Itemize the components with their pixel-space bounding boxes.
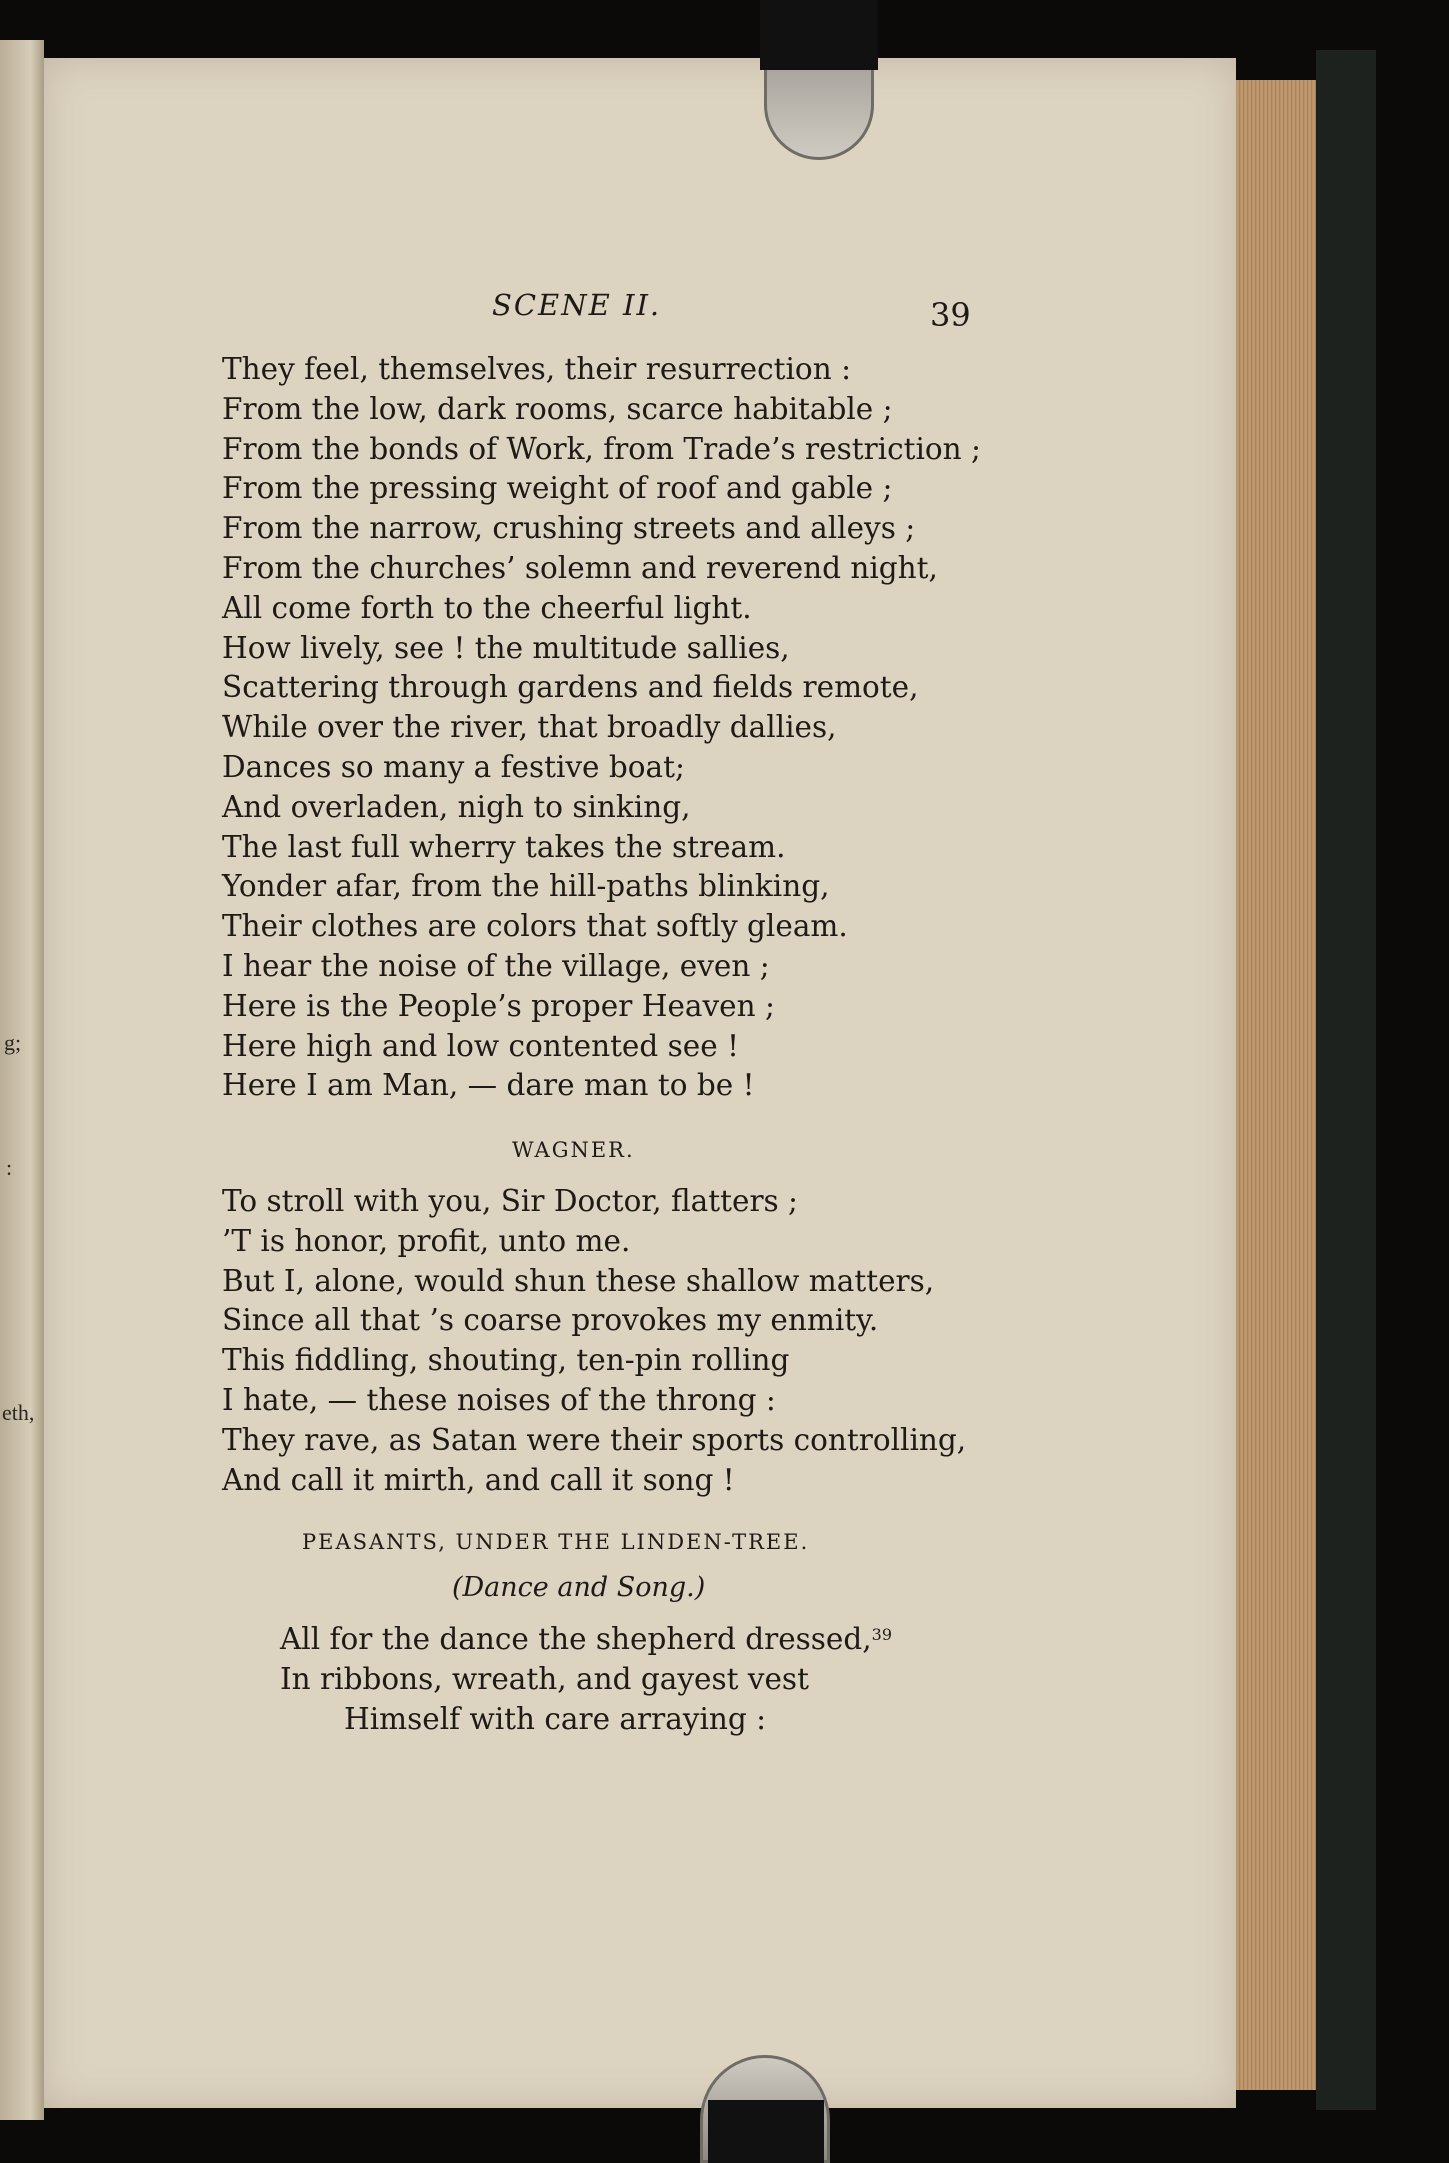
- bottom-clip-band: [708, 2100, 824, 2163]
- verse-line: And overladen, nigh to sinking,: [222, 789, 691, 824]
- verse-line: From the pressing weight of roof and gable ;: [222, 471, 893, 506]
- left-page-fragment: :: [6, 1155, 13, 1180]
- song-passage: [280, 1615, 892, 1739]
- verse-line: Since all that ’s coarse provokes my enmity.: [222, 1303, 879, 1338]
- left-facing-page: [0, 40, 44, 2120]
- verse-line: They rave, as Satan were their sports controlling,: [222, 1422, 967, 1457]
- stage-direction: (Dance and Song.): [452, 1572, 706, 1603]
- verse-line: [280, 1615, 892, 1660]
- verse-line: Here I am Man, — dare man to be !: [222, 1068, 755, 1103]
- verse-line: ’T is honor, profit, unto me.: [222, 1223, 631, 1258]
- left-page-fragment: eth,: [2, 1400, 35, 1425]
- book-cover: [1316, 50, 1376, 2110]
- verse-line: Himself with care arraying :: [344, 1701, 767, 1736]
- page-number: 39: [930, 296, 971, 334]
- verse-line: I hear the noise of the village, even ;: [222, 948, 770, 983]
- verse-line: And call it mirth, and call it song !: [222, 1462, 735, 1497]
- running-title: SCENE II.: [492, 288, 662, 322]
- verse-line: I hate, — these noises of the throng :: [222, 1382, 776, 1417]
- left-page-fragment: g;: [4, 1030, 22, 1055]
- verse-line: From the low, dark rooms, scarce habitable ;: [222, 391, 893, 426]
- verse-line: The last full wherry takes the stream.: [222, 829, 786, 864]
- verse-line: Here high and low contented see !: [222, 1028, 739, 1063]
- speaker-name: WAGNER.: [512, 1138, 635, 1162]
- verse-line-text: All for the dance the shepherd dressed,: [280, 1622, 872, 1656]
- verse-line: Yonder afar, from the hill-paths blinking,: [222, 869, 830, 904]
- verse-line: From the bonds of Work, from Trade’s restriction ;: [222, 431, 981, 466]
- verse-line: How lively, see ! the multitude sallies,: [222, 630, 790, 665]
- verse-line: From the narrow, crushing streets and alleys ;: [222, 511, 916, 546]
- verse-line: Here is the People’s proper Heaven ;: [222, 988, 775, 1023]
- verse-line: From the churches’ solemn and reverend night,: [222, 550, 938, 585]
- verse-line: But I, alone, would shun these shallow matters,: [222, 1263, 935, 1298]
- verse-line: All come forth to the cheerful light.: [222, 590, 752, 625]
- verse-line: Scattering through gardens and fields remote,: [222, 670, 919, 705]
- verse-line: They feel, themselves, their resurrection :: [222, 352, 852, 386]
- book-page-edges: [1236, 80, 1316, 2090]
- top-clip-band: [760, 0, 878, 70]
- verse-passage-1: [222, 350, 981, 1106]
- verse-line: In ribbons, wreath, and gayest vest: [280, 1661, 809, 1696]
- verse-line: Their clothes are colors that softly gleam.: [222, 909, 848, 944]
- verse-passage-2: [222, 1182, 966, 1500]
- speaker-name: PEASANTS, UNDER THE LINDEN-TREE.: [302, 1530, 810, 1554]
- verse-line: While over the river, that broadly dallies,: [222, 710, 837, 745]
- verse-line: Dances so many a festive boat;: [222, 749, 685, 784]
- verse-line: To stroll with you, Sir Doctor, flatters ;: [222, 1184, 798, 1218]
- note-reference: 39: [871, 1625, 893, 1644]
- verse-line: This fiddling, shouting, ten-pin rolling: [222, 1343, 790, 1378]
